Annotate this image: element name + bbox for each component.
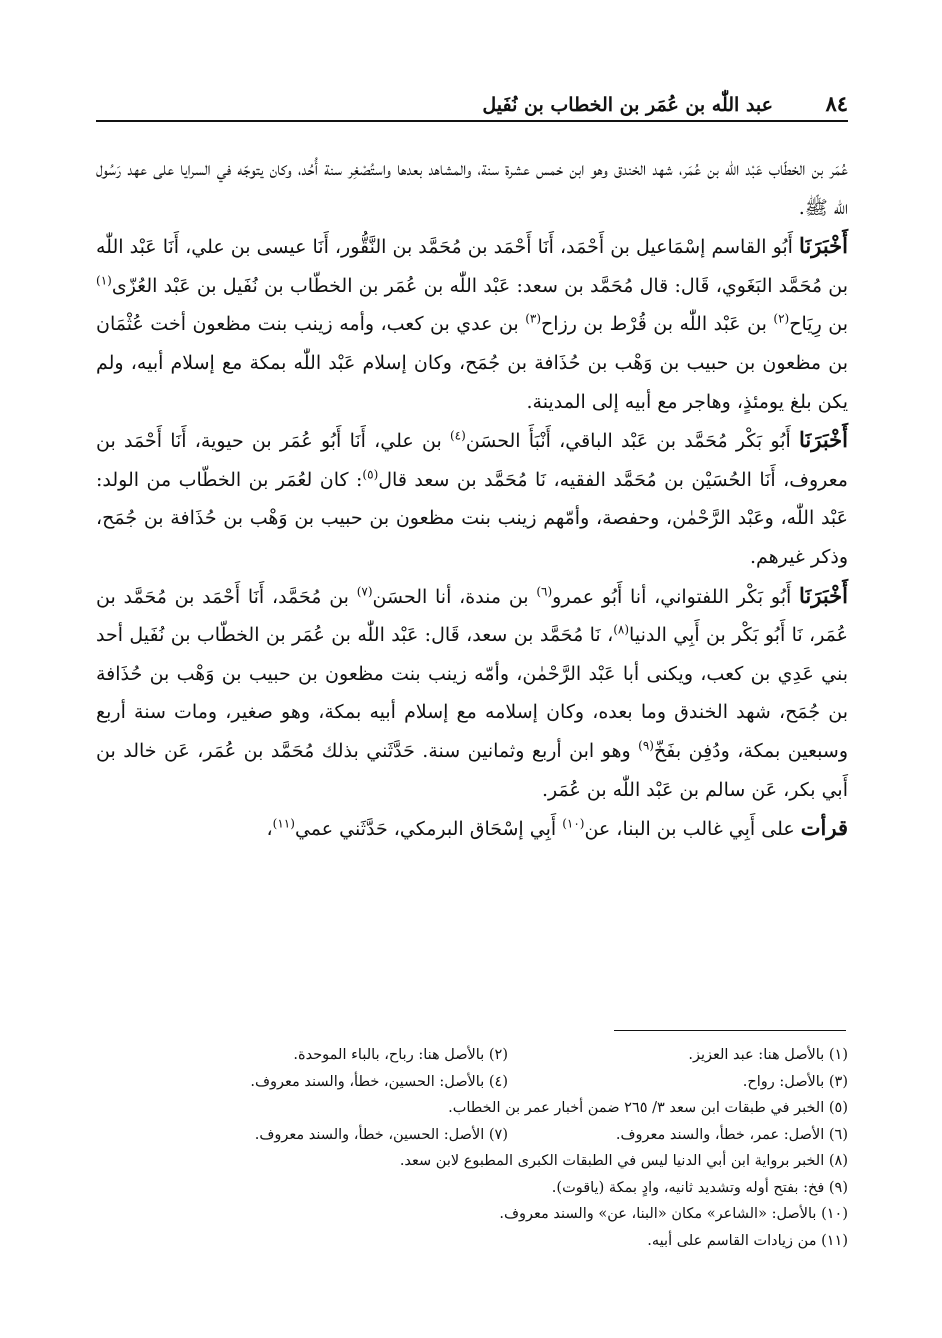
footnote-11: (١١) من زيادات القاسم على أبيه. [647,1232,848,1249]
paragraph-text: ، نَا مُحَمَّد بن سعد، قَال: عَبْد اللّٰه بن عُمَر بن الخطّاب بن نُفَيل أحد بني عَدِي بن كعب، ويكنى أبا عَبْد الرَّحْمٰن، وأمّه زينب بنت مظعون بن حبيب بن وَهْب بن حُذَافة بن جُمَح، شهد الخندق وما بعده، وكان إسلامه مع إسلام أبيه بمكة، وهو صغير، ومات سنة أربع وسبعين بمكة، ودُفِن بفَخّ [96,624,848,762]
footnotes [96,1042,848,1254]
footnote-1: (١) بالأصل هنا: عبد العزيز. [688,1047,848,1063]
footnote-2: (٢) بالأصل هنا: رباح، بالباء الموحدة. [293,1047,508,1063]
footnote-ref: (٥) [362,467,379,482]
footnote-ref: (٧) [356,584,373,599]
paragraph-text: بن مُحَمَّد، أَنَا أَحْمَد بن مُحَمَّد بن عُمَر، نَا أَبُو بَكْر بن أَبِي الدنيا [96,585,848,647]
page-header [96,80,848,122]
footnote-9: (٩) فخ: بفتح أوله وتشديد ثانيه، وادٍ بمكة (ياقوت). [551,1179,848,1196]
footnote-3: (٣) بالأصل: رواح. [742,1073,848,1090]
paragraph-text: بن عَبْد اللّٰه بن قُرْط بن رزاح [541,313,774,336]
footnote-ref: (٤) [449,428,466,443]
footnote-5: (٥) الخبر في طبقات ابن سعد ٣/ ٢٦٥ ضمن أخبار عمر بن الخطاب. [448,1100,848,1116]
paragraph-text: بن مندة، أنا الحسَن [372,585,537,608]
running-title: عبد اللّٰه بن عُمَر بن الخطاب بن نُفَيل [482,94,773,116]
paragraph-text: على أَبِي غالب بن البنا، عن [584,818,801,841]
paragraph-2 [96,227,848,421]
paragraph-lead: قرأت [800,815,848,841]
main-text [96,150,848,849]
paragraph-text: أَبُو القاسم إسْمَاعيل بن أَحْمَد، أَنَا أَحْمَد بن مُحَمَّد بن النَّقُّور، أَنَا عيسى بن علي، أَنَا عَبْد اللّٰه بن مُحَمَّد البَغَوي، قَال: قال مُحَمَّد بن سعد: عَبْد اللّٰه بن عُمَر بن الخطّاب بن نُفَيل بن عَبْد العُزّى [96,236,848,297]
footnote-divider [614,1030,846,1031]
footnote-ref: (٨) [613,622,630,637]
footnote-ref: (٩) [638,738,654,753]
paragraph-lead: أَخْبَرَنَا [799,427,848,453]
paragraph-1: عُمَر بن الخطّاب عَبْد اللّٰه بن عُمَر، شهد الخندق وهو ابن خمس عشرة سنة، والمشاهد بعدها واستُصْغِر سنة أُحُد، وكان يتوجّه في السرايا على عهد رَسُول اللّٰه ﷺ. [96,158,848,219]
footnote-10: (١٠) بالأصل: «الشاعر» مكان «البنا، عن» والسند معروف. [499,1206,848,1222]
paragraph-text: ، [266,818,273,841]
paragraph-text: بن عدي بن كعب، وأمه زينب بنت مظعون أخت عُثْمَان بن مظعون بن حبيب بن وَهْب بن حُذَافة بن جُمَح، وكان إسلام عَبْد اللّٰه بمكة مع إسلام أبيه، ولم يكن بلغ يومئذٍ، وهاجر مع أبيه إلى المدينة. [96,313,848,413]
footnote-ref: (٢) [773,312,790,327]
paragraph-lead: أَخْبَرَنَا [799,582,848,608]
footnote-ref: (١) [96,273,112,288]
page-number: ٨٤ [825,91,848,116]
paragraph-text: أَبِي إسْحَاق البرمكي، حَدَّثَني عمي [294,818,563,841]
paragraph-text: بن علي، أَنَا أَبُو عُمَر بن حيوية، أَنَا أَحْمَد بن معروف، أَنَا الحُسَيْن بن مُحَمَّد الفقيه، نَا مُحَمَّد بن سعد قال [96,430,848,491]
paragraph-text: أَبُو بَكْر اللفتواني، أنا أَبُو عمرو [552,585,800,608]
paragraph-text: بن رِيَاح [789,313,849,336]
footnote-8: (٨) الخبر برواية ابن أبي الدنيا ليس في الطبقات الكبرى المطبوع لابن سعد. [399,1153,848,1169]
paragraph-text: أَبُو بَكْر مُحَمَّد بن عَبْد الباقي، أَنْبَأَ الحسَن [465,430,800,453]
footnote-6: (٦) الأصل: عمر، خطأ، والسند معروف. [615,1126,848,1143]
footnote-row [96,1122,848,1149]
footnote-ref: (١٠) [562,816,585,831]
paragraph-4 [96,577,848,810]
footnote-row [96,1042,848,1069]
paragraph-text: وهو ابن أربع وثمانين سنة. حَدَّثَني بذلك مُحَمَّد بن عُمَر، عَن خالد بن أَبي بكر، عَن سالم بن عَبْد اللّٰه بن عُمَر. [96,739,848,801]
footnote-ref: (٦) [536,584,553,599]
paragraph-text: : كان لعُمَر بن الخطّاب من الولد: عَبْد اللّٰه، وعَبْد الرَّحْمٰن، وحفصة، وأمّهم زينب بنت مظعون بن حبيب بن وَهْب بن حُذَافة بن جُمَح، وذكر غيرهم. [96,468,848,568]
footnote-ref: (١١) [272,816,295,831]
footnote-7: (٧) الأصل: الحسين، خطأ، والسند معروف. [254,1126,508,1143]
footnote-ref: (٣) [525,312,542,327]
footnote-row [96,1069,848,1096]
footnote-4: (٤) بالأصل: الحسين، خطأ، والسند معروف. [250,1073,508,1090]
paragraph-5 [96,809,848,849]
paragraph-3 [96,421,848,576]
paragraph-lead: أَخْبَرَنَا [799,233,848,259]
